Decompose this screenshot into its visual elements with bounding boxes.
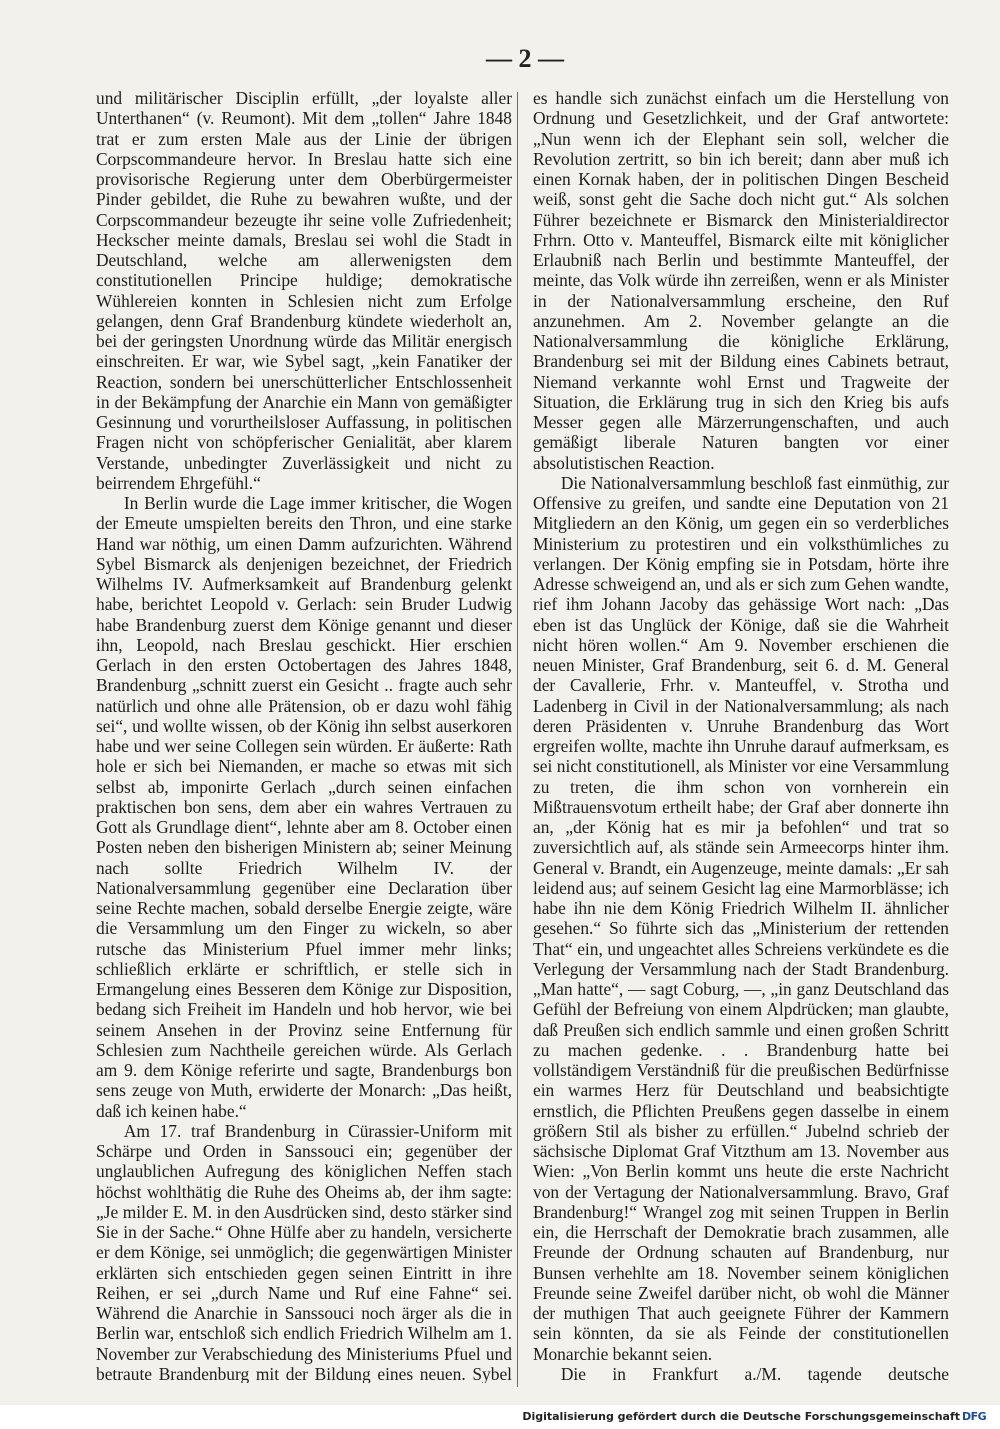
paragraph: Die Nationalversammlung beschloß fast einmüthig, zur Offensive zu greifen, und sandte eine Deputation von 21 Mitgliedern an den König, um gegen ein so verderbliches Ministerium zu protestiren und ein volksthümliches zu verlangen. Der König empfing sie in Potsdam, hörte ihre Adresse schweigend an, und als er sich zum Gehen wandte, rief ihm Johann Jacoby das gehässige Wort nach: „Das eben ist das Unglück der Könige, daß sie die Wahrheit nicht hören wollen.“ Am 9. November erschienen die neuen Minister, Graf Brandenburg, seit 6. d. M. General der Cavallerie, Frhr. v. Manteuffel, v. Strotha und Ladenberg in Civil in der Nationalversammlung; als nach deren Präsidenten v. Unruhe Brandenburg das Wort ergreifen wollte, machte ihn Unruhe darauf aufmerksam, es sei nicht constitutionell, als Minister vor eine Versammlung zu treten, die ihm schon von vornherein ein Mißtrauensvotum ertheilt habe; der Graf aber donnerte ihn an, „der König hat es mir ja befohlen“ und trat so zuversichtlich auf, als stände sein Armeecorps hinter ihm. General v. Brandt, ein Augenzeuge, meinte damals: „Er sah leidend aus; auf seinem Gesicht lag eine Marmorblässe; ich habe ihn nie dem König Friedrich Wilhelm II. ähnlicher gesehen.“ So führte sich das „Ministerium der rettenden That“ ein, und ungeachtet alles Schreiens verkündete es die Verlegung der Versammlung nach der Stadt Brandenburg. „Man hatte“, — sagt Coburg, —, „in ganz Deutschland das Gefühl der Befreiung von einem Alpdrücken; man glaubte, daß Preußen sich endlich sammle und einen großen Schritt zu machen gedenke. . . Brandenburg hatte bei vollständigem Verständniß für die preußischen Bedürfnisse ein warmes Herz für Deutschland und beabsichtigte ernstlich, die Pflichten Preußens gegen dasselbe in einem größern Stil als bisher zu erfüllen.“ Jubelnd schrieb der sächsische Diplomat Graf Vitzthum am 13. November aus Wien: „Von Berlin kommt uns heute die erste Nachricht von der Vertagung der Nationalversammlung. Bravo, Graf Brandenburg!“ Wrangel zog mit seinen Truppen in Berlin ein, die Herrschaft der Demokratie brach zusammen, alle Freunde der Ordnung schauten auf Brandenburg, nur Bunsen verhehlte am 18. November seinem königlichen Freunde seine Zweifel darüber nicht, ob wohl die Männer der muthigen That auch geeignete Führer der Kammern sein könnten, da sie als Feinde der constitutionellen Monarchie bekannt seien. (533, 472, 949, 1364)
left-text-column (96, 88, 512, 1383)
paragraph: es handle sich zunächst einfach um die Herstellung von Ordnung und Gesetzlichkeit, und der Graf antwortete: „Nun wenn ich der Elephant sein soll, welcher die Revolution zertritt, so bin ich bereit; dann aber muß ich einen Kornak haben, der in politischen Dingen Bescheid weiß, sonst geht die Sache doch nicht gut.“ Als solchen Führer bezeichnete er Bismarck den Ministerialdirector Frhrn. Otto v. Manteuffel, Bismarck eilte mit königlicher Erlaubniß nach Berlin und bestimmte Manteuffel, der meinte, das Volk würde ihn zerreißen, wenn er als Minister in der Nationalversammlung erscheine, den Ruf anzunehmen. Am 2. November gelangte an die Nationalversammlung die königliche Erklärung, Brandenburg sei mit der Bildung eines Cabinets betraut, Niemand verkannte wohl Ernst und Tragweite der Situation, die Erklärung trug in sich den Krieg bis aufs Messer gegen alle Märzerrungenschaften, und auch gemäßigt liberale Naturen bangten vor einer absolutistischen Reaction. (533, 88, 949, 473)
funding-credit: Digitalisierung gefördert durch die Deutsche Forschungsgemeinschaft (522, 1410, 960, 1423)
paragraph: Am 17. traf Brandenburg in Cürassier-Uniform mit Schärpe und Orden in Sanssouci ein; gegenüber der unglaublichen Aufregung des königlichen Neffen stach höchst wohlthätig die Ruhe des Oheims ab, der ihm sagte: „Je milder E. M. in den Ausdrücken sind, desto stärker sind Sie in der Sache.“ Ohne Hülfe aber zu handeln, versicherte er dem Könige, sei unmöglich; die gegenwärtigen Minister erklärten sich entschieden gegen seinen Eintritt in ihre Reihen, er sei „durch Name und Ruf eine Fahne“ sei. Während die Anarchie in Sanssouci noch ärger als die in Berlin war, entschloß sich endlich Friedrich Wilhelm am 1. November zur Verabschiedung des Ministeriums Pfuel und betraute Brandenburg mit der Bildung eines neuen. Sybel (96, 1120, 512, 1383)
paragraph: Die in Frankfurt a./M. tagende deutsche (560, 1363, 949, 1383)
column-divider (517, 92, 518, 1387)
paragraph: und militärischer Disciplin erfüllt, „der loyalste aller Unterthanen“ (v. Reumont). Mit dem „tollen“ Jahre 1848 trat er zum ersten Male aus der Linie der übrigen Corpscommandeure hervor. In Breslau hatte sich eine provisorische Regierung unter dem Oberbürgermeister Pinder gebildet, die Ruhe zu bewahren wußte, und der Corpscommandeur bezeugte ihr seine volle Zufriedenheit; Heckscher meinte damals, Breslau sei wohl die Stadt in Deutschland, welche am allerwenigsten dem constitutionellen Principe huldige; demokratische Wühlereien konnten in Schlesien nicht zum Erfolge gelangen, denn Graf Brandenburg kündete wiederholt an, bei der geringsten Unordnung würde das Militär energisch einschreiten. Er war, wie Sybel sagt, „kein Fanatiker der Reaction, sondern bei unerschütterlicher Entschlossenheit in der Bekämpfung der Anarchie ein Mann von gemäßigter Gesinnung und vorurtheilsloser Auffassung, in politischen Fragen nicht von schöpferischer Genialität, aber klarem Verstande, unbedingter Zuverlässigkeit und nicht zu beirrendem Ehrgefühl.“ (96, 88, 512, 493)
right-text-column (533, 88, 949, 1383)
paragraph: In Berlin wurde die Lage immer kritischer, die Wogen der Emeute umspielten bereits den Thron, und eine starke Hand war nöthig, um einen Damm aufzurichten. Während Sybel Bismarck als denjenigen bezeichnet, der Friedrich Wilhelms IV. Aufmerksamkeit auf Brandenburg gelenkt habe, berichtet Leopold v. Gerlach: sein Bruder Ludwig habe Brandenburg zuerst dem Könige genannt und dieser ihn, Leopold, nach Breslau geschickt. Hier erschien Gerlach in den ersten Octobertagen des Jahres 1848, Brandenburg „schnitt zuerst ein Gesicht .. fragte auch sehr natürlich und ohne alle Prätension, ob er dazu wohl fähig sei“, und wollte wissen, ob der König ihn selbst auserkoren habe und wer seine Collegen sein würden. Er äußerte: Rath hole er sich bei Niemanden, er mache so etwas mit sich selbst ab, imponirte Gerlach „durch seinen einfachen praktischen bon sens, dem aber ein wahres Vertrauen zu Gott als Grundlage dient“, lehnte aber am 8. October einen Posten neben den bisherigen Ministern ab; seiner Meinung nach sollte Friedrich Wilhelm IV. der Nationalversammlung gegenüber eine Declaration über seine Rechte machen, sobald derselbe Energie zeigte, wäre die Versammlung um den Finger zu wickeln, so aber rutsche das Ministerium Pfuel immer mehr links; schließlich erklärte er schriftlich, er stelle sich in Ermangelung eines Besseren dem Könige zur Disposition, bedang sich Freiheit im Handeln und hob hervor, wie bei seinem Ansehen in der Provinz seine Entfernung für Schlesien zum Nachtheile gereichen würde. Als Gerlach am 9. dem Könige referirte und sagte, Brandenburgs bon sens zeuge von Muth, erwiderte der Monarch: „Das heißt, daß ich keinen habe.“ (96, 493, 512, 1121)
dfg-logo: DFG (962, 1410, 987, 1423)
digitization-footer (0, 1405, 1000, 1429)
page-number: — 2 — (486, 44, 564, 73)
